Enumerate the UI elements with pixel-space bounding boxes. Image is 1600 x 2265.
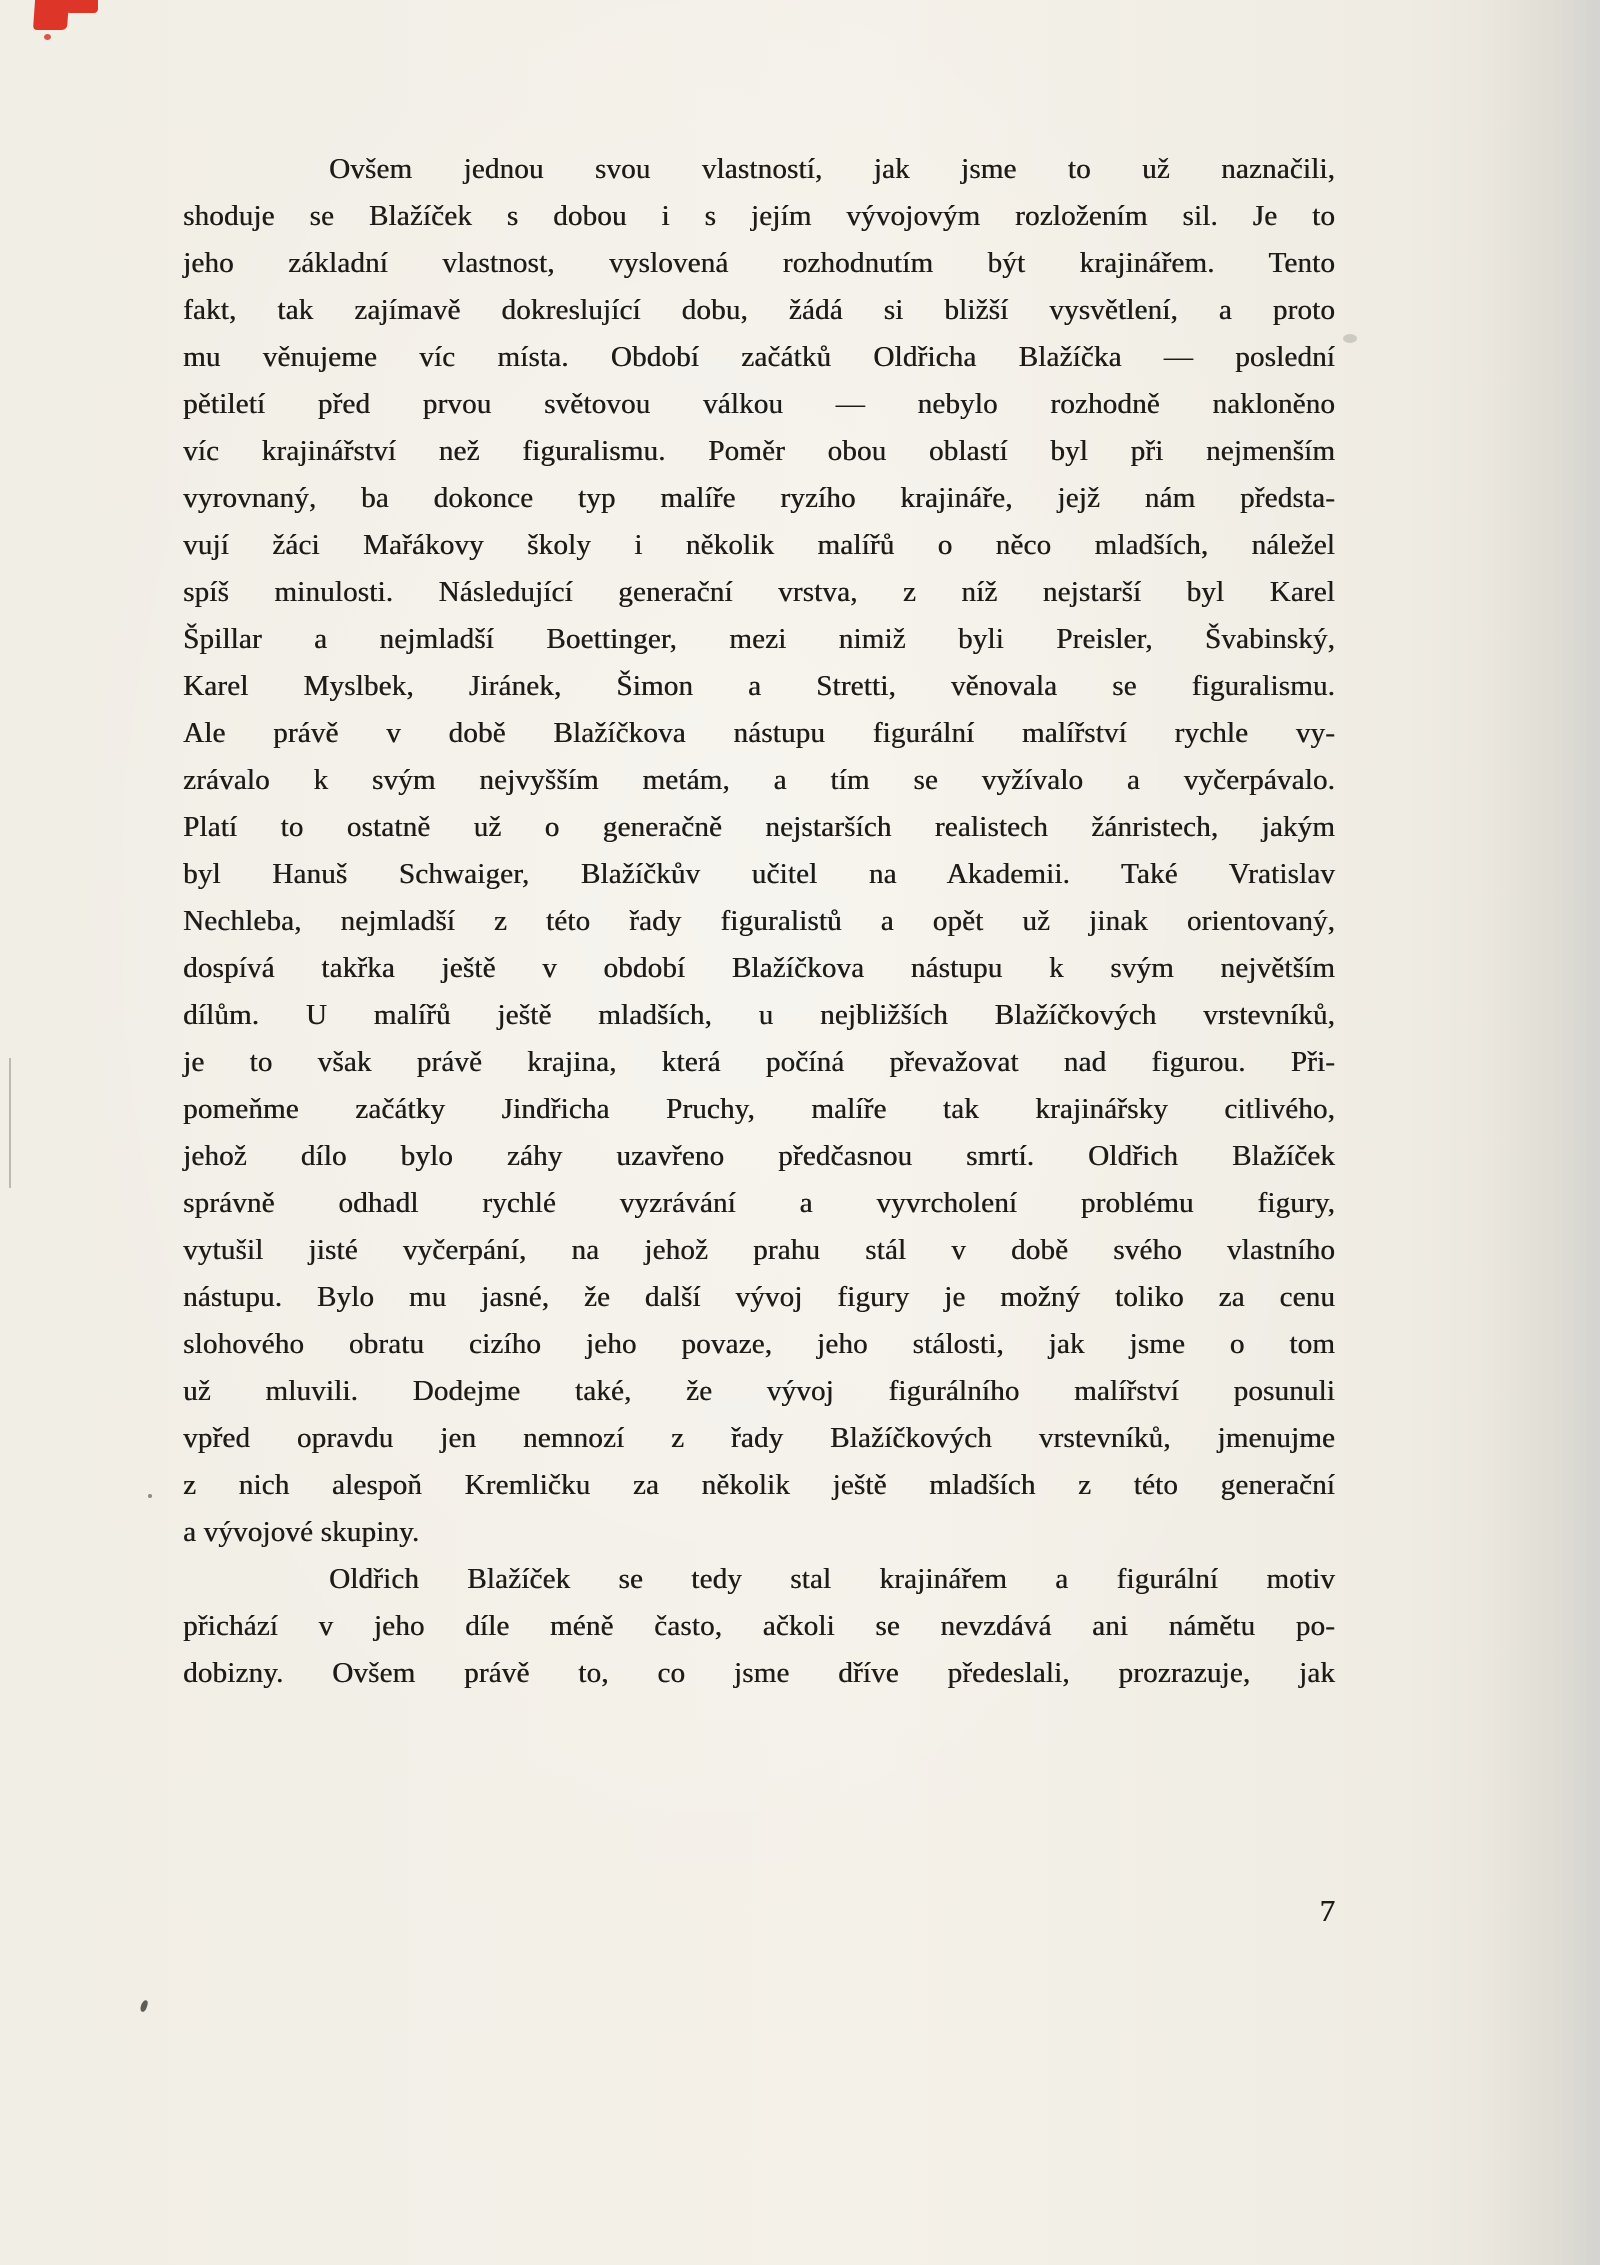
scan-speck: [1343, 334, 1357, 343]
text-line: víc krajinářství než figuralismu. Poměr obou oblastí byl při nejmenším: [183, 435, 1335, 467]
text-line: Špillar a nejmladší Boettinger, mezi nimiž byli Preisler, Švabinský,: [183, 623, 1335, 655]
text-line: jehož dílo bylo záhy uzavřeno předčasnou smrtí. Oldřich Blažíček: [183, 1140, 1335, 1172]
text-line: pětiletí před prvou světovou válkou — nebylo rozhodně nakloněno: [183, 388, 1335, 420]
text-line: nástupu. Bylo mu jasné, že další vývoj figury je možný toliko za cenu: [183, 1281, 1335, 1313]
text-line: dílům. U malířů ještě mladších, u nejbližších Blažíčkových vrstevníků,: [183, 999, 1335, 1031]
text-line: vytušil jisté vyčerpání, na jehož prahu stál v době svého vlastního: [183, 1234, 1335, 1266]
text-line: Ale právě v době Blažíčkova nástupu figurální malířství rychle vy-: [183, 717, 1335, 749]
text-line: Nechleba, nejmladší z této řady figuralistů a opět už jinak orientovaný,: [183, 905, 1335, 937]
text-line: jeho základní vlastnost, vyslovená rozhodnutím být krajinářem. Tento: [183, 247, 1335, 279]
text-line: už mluvili. Dodejme také, že vývoj figurálního malířství posunuli: [183, 1375, 1335, 1407]
text-line: byl Hanuš Schwaiger, Blažíčkův učitel na Akademii. Také Vratislav: [183, 858, 1335, 890]
text-line: slohového obratu cizího jeho povaze, jeho stálosti, jak jsme o tom: [183, 1328, 1335, 1360]
scan-speck: [139, 1999, 148, 2012]
page-number: 7: [1319, 1893, 1335, 1928]
text-line: pomeňme začátky Jindřicha Pruchy, malíře tak krajinářsky citlivého,: [183, 1093, 1335, 1125]
scan-artifact-red: [64, 0, 98, 13]
text-line: vpřed opravdu jen nemnozí z řady Blažíčkových vrstevníků, jmenujme: [183, 1422, 1335, 1454]
text-line: mu věnujeme víc místa. Období začátků Oldřicha Blažíčka — poslední: [183, 341, 1335, 373]
scan-line-artifact: [9, 1058, 11, 1188]
text-line: Oldřich Blažíček se tedy stal krajinářem a figurální motiv: [329, 1563, 1335, 1595]
text-line: dobizny. Ovšem právě to, co jsme dříve předeslali, prozrazuje, jak: [183, 1657, 1335, 1689]
text-line: vují žáci Mařákovy školy i několik malířů o něco mladších, náležel: [183, 529, 1335, 561]
text-line: správně odhadl rychlé vyzrávání a vyvrcholení problému figury,: [183, 1187, 1335, 1219]
text-line: shoduje se Blažíček s dobou i s jejím vývojovým rozložením sil. Je to: [183, 200, 1335, 232]
text-line: přichází v jeho díle méně často, ačkoli se nevzdává ani námětu po-: [183, 1610, 1335, 1642]
text-line: fakt, tak zajímavě dokreslující dobu, žádá si bližší vysvětlení, a proto: [183, 294, 1335, 326]
scan-artifact-red-speck: [44, 34, 51, 40]
text-line: a vývojové skupiny.: [183, 1516, 420, 1548]
text-line: spíš minulosti. Následující generační vrstva, z níž nejstarší byl Karel: [183, 576, 1335, 608]
text-line: vyrovnaný, ba dokonce typ malíře ryzího krajináře, jejž nám předsta-: [183, 482, 1335, 514]
text-line: Karel Myslbek, Jiránek, Šimon a Stretti, věnovala se figuralismu.: [183, 670, 1335, 702]
text-block: [183, 146, 1335, 1697]
scan-speck: [148, 1494, 152, 1498]
text-line: dospívá takřka ještě v období Blažíčkova nástupu k svým největším: [183, 952, 1335, 984]
text-line: Ovšem jednou svou vlastností, jak jsme to už naznačili,: [329, 153, 1335, 185]
text-line: zrávalo k svým nejvyšším metám, a tím se vyžívalo a vyčerpávalo.: [183, 764, 1335, 796]
text-line: Platí to ostatně už o generačně nejstarších realistech žánristech, jakým: [183, 811, 1335, 843]
text-line: je to však právě krajina, která počíná převažovat nad figurou. Při-: [183, 1046, 1335, 1078]
text-line: z nich alespoň Kremličku za několik ještě mladších z této generační: [183, 1469, 1335, 1501]
